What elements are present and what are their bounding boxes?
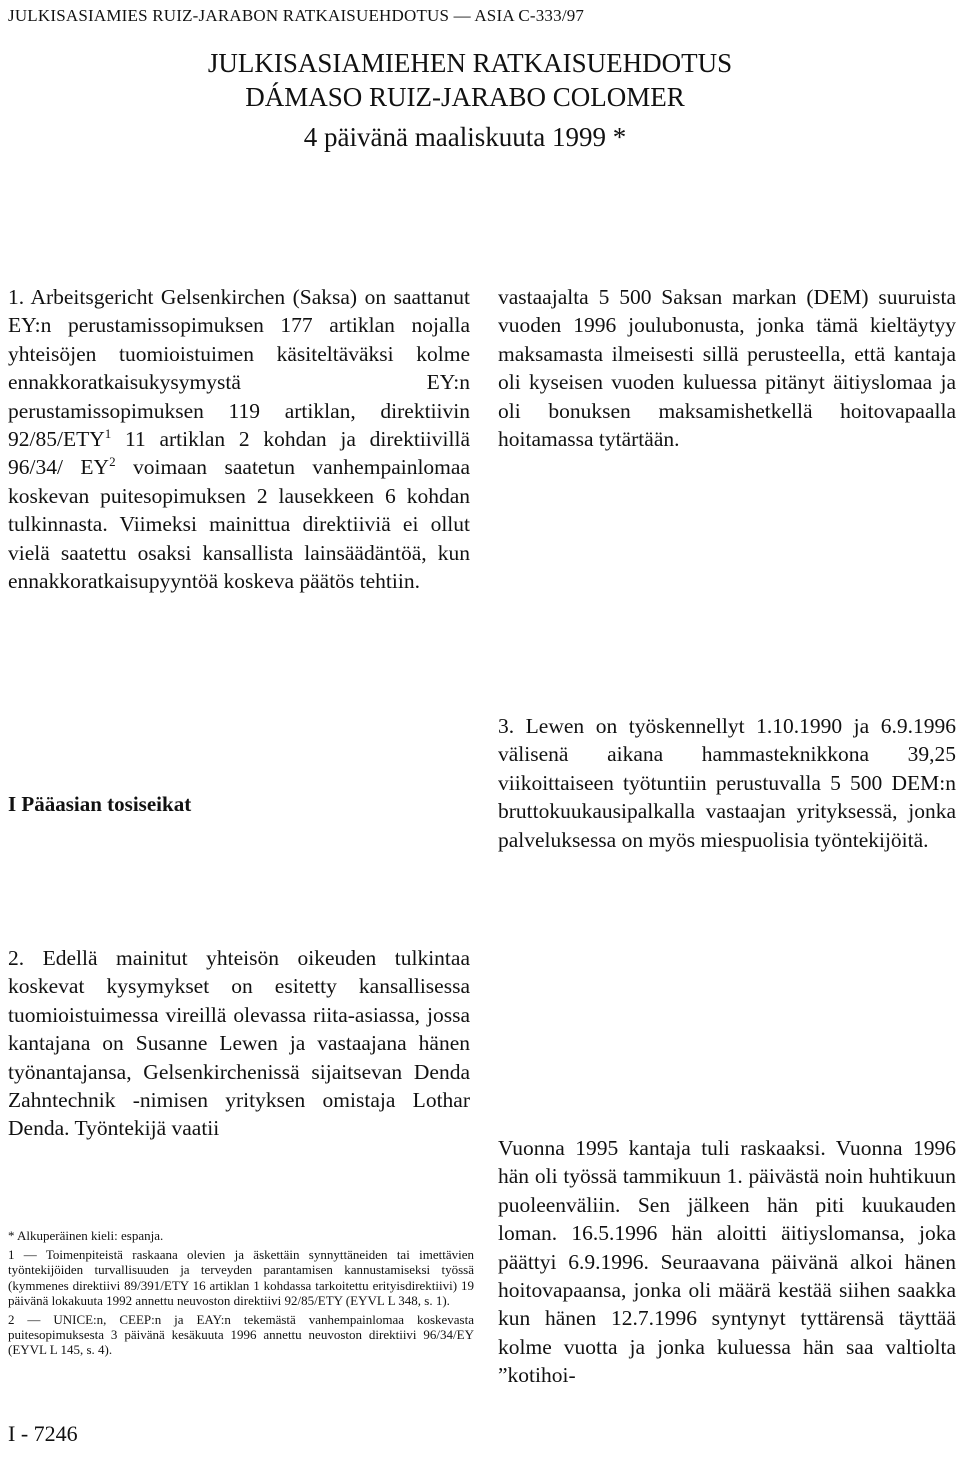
paragraph-1-part-b: 11 artiklan 2 kohdan ja direktiivillä 96/34/ EY (8, 427, 470, 480)
paragraph-3-continuation: Vuonna 1995 kantaja tuli raskaaksi. Vuonna 1996 hän oli työssä tammikuun 1. päivästä noin huhtikuun puoleenväliin. Sen jälkeen hän piti kuukauden loman. 16.5.1996 hän aloitti äitiyslomansa, joka päättyi 6.9.1996. Seuraavana päivänä alkoi hänen hoitovapaansa, jonka oli määrä kestää siihen saakka kun hänen 12.7.1996 syntynyt tyttärensä täyttää kolme vuotta ja jonka kuluessa hän saa valtiolta ”kotihoi- (498, 1136, 956, 1388)
running-head: JULKISASIAMIES RUIZ-JARABON RATKAISUEHDOTUS — ASIA C-333/97 (8, 6, 585, 25)
footnote-ref-1: 1 (104, 425, 112, 441)
paragraph-1-part-c: voimaan saatetun vanhempainlomaa koskevan puitesopimuksen 2 lausekkeen 6 kohdan tulkinnasta. Viimeksi mainittua direktiiviä ei ollut vielä saatettu osaksi kansallista lainsäädäntöä, kun ennakkoratkaisupyyntöä koskeva päätös tehtiin. (8, 455, 470, 594)
page-number: I - 7246 (8, 1421, 78, 1446)
footnote-original-language: * Alkuperäinen kieli: espanja. (8, 1228, 164, 1243)
footnote-2: 2 — UNICE:n, CEEP:n ja EAY:n tekemästä vanhempainlomaa koskevasta puitesopimuksesta 3 päivänä kesäkuuta 1996 annettu neuvoston direktiivi 96/34/EY (EYVL L 145, s. 4). (8, 1312, 474, 1358)
paragraph-1-part-a: 1. Arbeitsgericht Gelsenkirchen (Saksa) on saattanut EY:n perustamissopimuksen 177 artiklan nojalla yhteisöjen tuomioistuimen käsiteltäväksi kolme ennakkoratkaisukysymystä EY:n perustamissopimuksen 119 artiklan, direktiivin 92/85/ETY (8, 285, 470, 452)
paragraph-1 (8, 283, 470, 595)
paragraph-3: 3. Lewen on työskennellyt 1.10.1990 ja 6.9.1996 välisenä aikana hammasteknikkona 39,25 viikoittaiseen työtuntiin perustuvalla 5 500 DEM:n bruttokuukausipalkalla vastaajan yrityksessä, jonka palveluksessa on myös miespuolisia työntekijöitä. (498, 714, 956, 852)
document-date: 4 päivänä maaliskuuta 1999 * (303, 122, 627, 152)
section-heading: I Pääasian tosiseikat (8, 792, 192, 816)
advocate-general-name: DÁMASO RUIZ-JARABO COLOMER (245, 82, 685, 112)
footnote-ref-2: 2 (109, 454, 116, 470)
document-title: JULKISASIAMIEHEN RATKAISUEHDOTUS (207, 48, 733, 78)
paragraph-2-continuation: vastaajalta 5 500 Saksan markan (DEM) suuruista vuoden 1996 joulubonusta, jonka tämä kieltäytyy maksamasta ilmeisesti sillä perusteella, että kantaja oli kyseisen vuoden kuluessa pitänyt äitiyslomaa ja oli bonuksen maksamishetkellä hoitovapaalla hoitamassa tytärtään. (498, 285, 956, 452)
paragraph-2: 2. Edellä mainitut yhteisön oikeuden tulkintaa koskevat kysymykset on esitetty kansallisessa tuomioistuimessa vireillä olevassa riita-asiassa, jossa kantajana on Susanne Lewen ja vastaajana hänen työnantajansa, Gelsenkirchenissä sijaitsevan Denda Zahntechnik -nimisen yrityksen omistaja Lothar Denda. Työntekijä vaatii (8, 946, 470, 1141)
footnotes (8, 1228, 474, 1358)
footnote-1: 1 — Toimenpiteistä raskaana olevien ja äskettäin synnyttäneiden tai imettävien työntekijöiden turvallisuuden ja terveyden parantamisen kannustamiseksi työssä (kymmenes direktiivi 89/391/ETY 16 artiklan 1 kohdassa tarkoitettu erityisdirektiivi) 19 päivänä lokakuuta 1992 annettu neuvoston direktiivi 92/85/ETY (EYVL L 348, s. 1). (8, 1247, 474, 1308)
